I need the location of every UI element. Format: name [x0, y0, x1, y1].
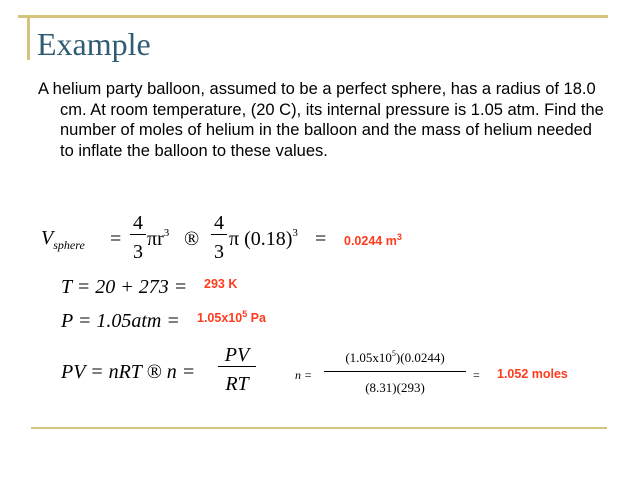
- volume-lhs: $V_{sphere}$: [41, 227, 85, 252]
- moles-fraction: $(1.05x10^5)(0.0244)$ (8.31)(293): [324, 350, 466, 396]
- fraction-four-thirds-2: 4 3: [211, 212, 227, 263]
- pressure-answer: $1.05x10^5$ Pa: [197, 309, 266, 326]
- pressure-equation: P = 1.05atm =: [61, 310, 180, 332]
- left-accent-rule: [27, 15, 30, 60]
- moles-answer: 1.052 moles: [497, 367, 568, 381]
- ideal-gas-equation: PV = nRT ® n =: [61, 361, 196, 383]
- pv-over-rt-fraction: PV RT: [218, 344, 256, 395]
- slide-title: Example: [37, 26, 151, 62]
- pi-radius-cubed: π $(0.18)^3$: [229, 227, 298, 250]
- pi-r-cubed: $\pi r^3$: [147, 227, 170, 250]
- moles-lhs: n =: [295, 368, 313, 382]
- fraction-four-thirds-1: 4 3: [130, 212, 146, 263]
- volume-equals-2: =: [315, 228, 327, 250]
- temperature-answer: 293 K: [204, 277, 238, 291]
- volume-equals: =: [110, 228, 122, 250]
- temperature-equation: T = 20 + 273 =: [61, 276, 188, 298]
- moles-equals: =: [473, 368, 480, 382]
- implies-arrow: ®: [184, 228, 200, 250]
- volume-answer: 0.0244 $m^3$: [344, 232, 402, 249]
- top-rule: [18, 15, 608, 18]
- bottom-rule: [31, 427, 607, 429]
- problem-statement: A helium party balloon, assumed to be a perfect sphere, has a radius of 18.0 cm. At room temperature, (20 C), its internal pressure is 1.05 atm. Find the number of moles of helium in the balloon and the mass of helium needed to inflate the balloon to these values.: [38, 80, 604, 160]
